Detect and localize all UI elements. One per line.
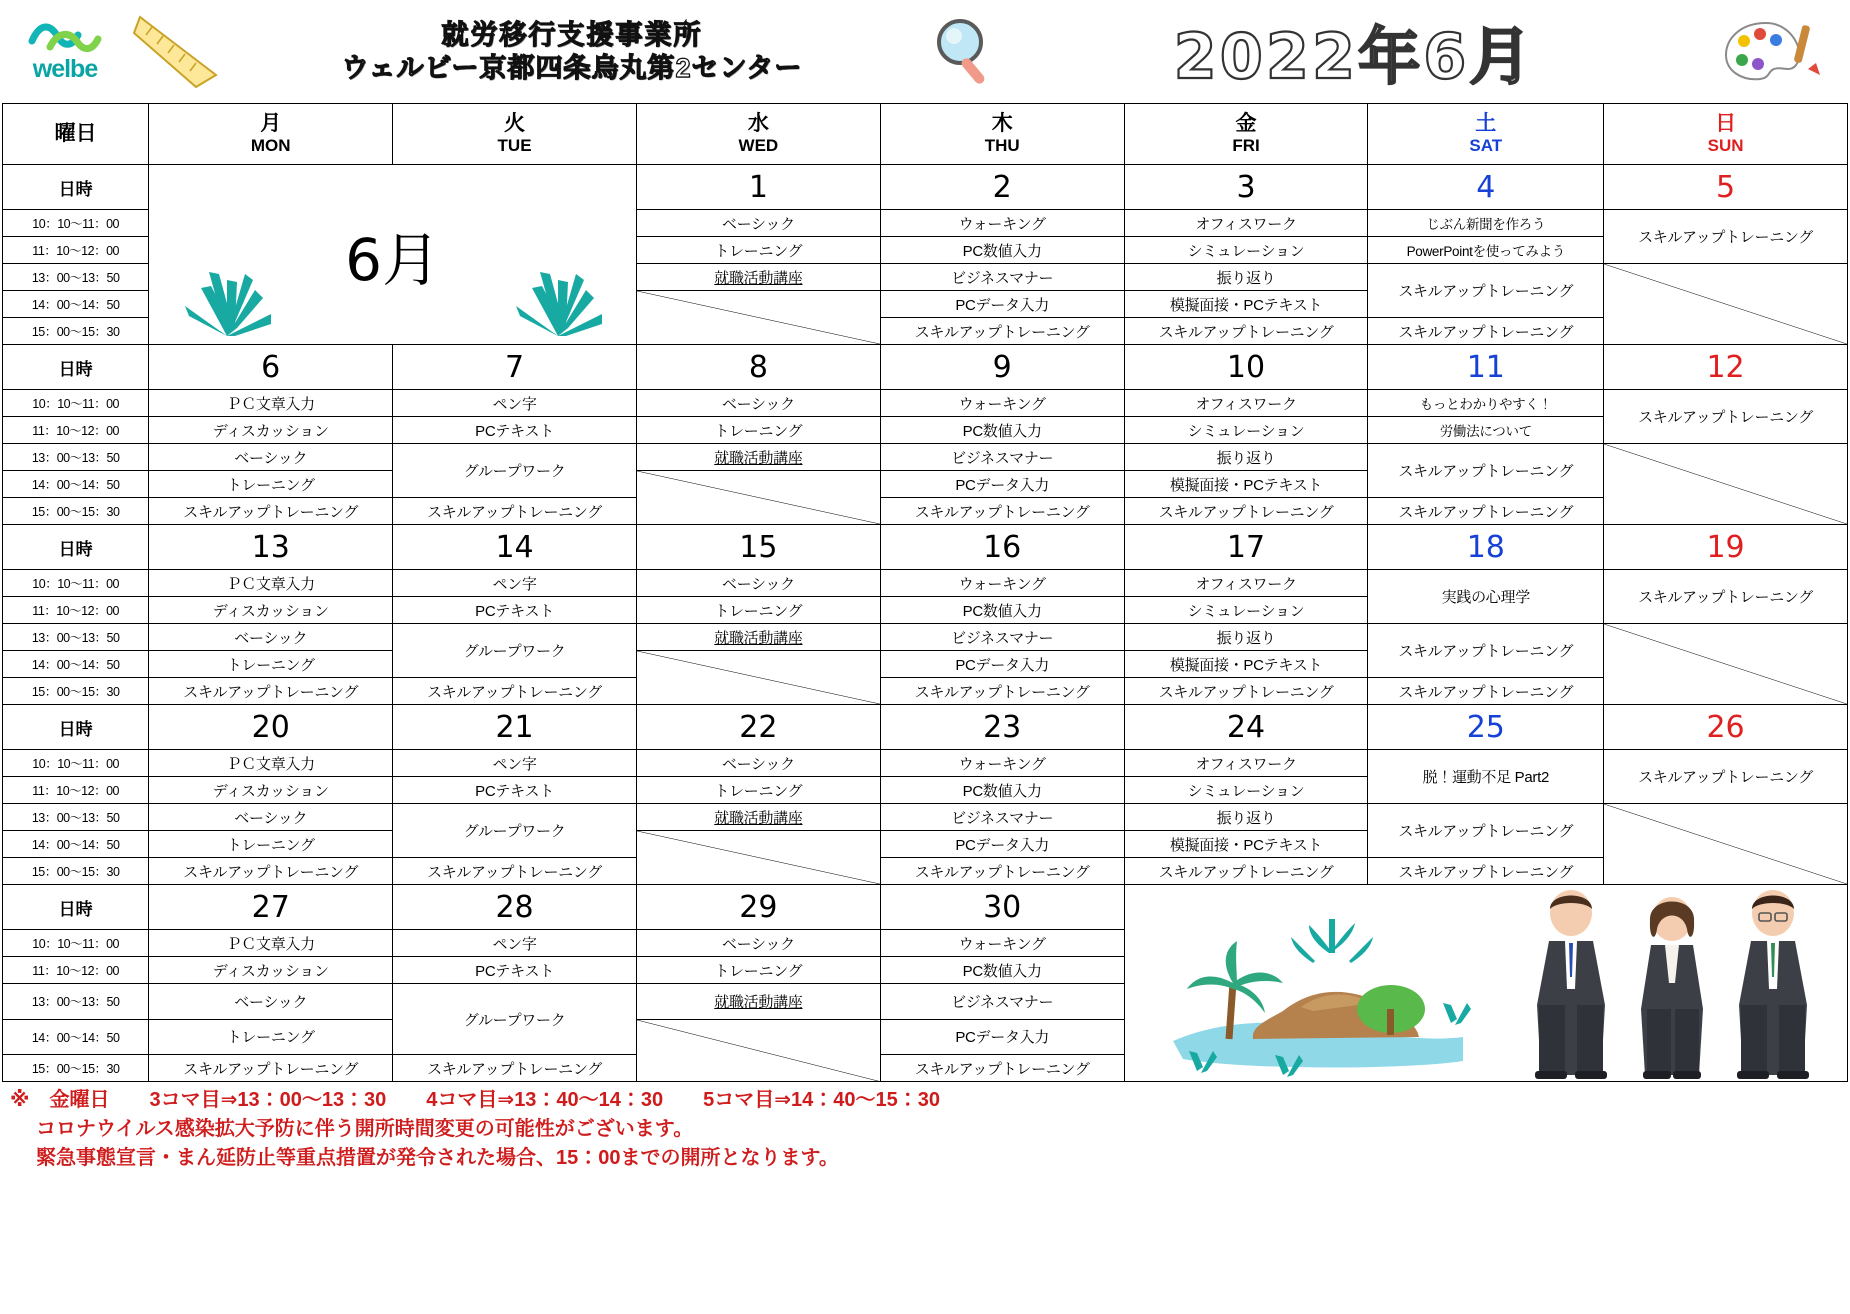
event-w4-tue-2: PCテキスト — [393, 777, 637, 804]
empty-w1-sun — [1604, 264, 1848, 345]
event-w1-fri-1: オフィスワーク — [1124, 210, 1368, 237]
note-2-text: コロナウイルス感染拡大予防に伴う開所時間変更の可能性がございます。 — [36, 1118, 694, 1140]
date-20: 20 — [149, 705, 393, 750]
note-1: ※ 金曜日 3コマ目⇒13：00～13：30 4コマ目⇒13：40～14：30 5コマ目⇒14：40～15：30 — [10, 1089, 941, 1111]
event-w1-sat-1: じぶん新聞を作ろう — [1368, 210, 1604, 237]
event-w2-mon-3: ベーシック — [149, 444, 393, 471]
note-3 — [10, 1144, 1850, 1173]
date-30: 30 — [880, 885, 1124, 930]
event-w1-fri-4: 模擬面接・PCテキスト — [1124, 291, 1368, 318]
event-w2-wed-1: ベーシック — [636, 390, 880, 417]
header-tue-en: TUE — [497, 136, 532, 156]
time-slot-1: 10：10～11：00 — [3, 750, 149, 777]
event-w2-sat-2: 労働法について — [1368, 417, 1604, 444]
time-slot-5: 15：00～15：30 — [3, 678, 149, 705]
event-w4-fri-1: オフィスワーク — [1124, 750, 1368, 777]
event-w4-tue-1: ペン字 — [393, 750, 637, 777]
june-label: 6月 — [345, 225, 441, 294]
week-4-date-row — [3, 705, 1848, 750]
time-slot-2: 11：10～12：00 — [3, 417, 149, 444]
week-2-date-row — [3, 345, 1848, 390]
event-w5-tue-2: PCテキスト — [393, 957, 637, 984]
event-w4-wed-2: トレーニング — [636, 777, 880, 804]
page-header — [0, 0, 1850, 103]
week-5-date-row — [3, 885, 1848, 930]
date-10: 10 — [1124, 345, 1368, 390]
event-w5-wed-1: ベーシック — [636, 930, 880, 957]
header-mon-jp: 月 — [260, 112, 282, 136]
event-w5-thu-2: PC数値入力 — [880, 957, 1124, 984]
event-w5-mon-3: ベーシック — [149, 984, 393, 1020]
event-w2-tue-2: PCテキスト — [393, 417, 637, 444]
week-4-slot-3 — [3, 804, 1848, 831]
header-sat-jp: 土 — [1475, 112, 1497, 136]
event-w3-wed-3: 就職活動講座 — [636, 624, 880, 651]
event-w3-wed-1: ベーシック — [636, 570, 880, 597]
time-slot-5: 15：00～15：30 — [3, 318, 149, 345]
event-w4-sat-3: スキルアップトレーニング — [1368, 804, 1604, 858]
header-sun-en: SUN — [1707, 136, 1744, 156]
header-sat-en: SAT — [1469, 136, 1503, 156]
event-w5-thu-3: ビジネスマナー — [880, 984, 1124, 1020]
time-slot-1: 10：10～11：00 — [3, 570, 149, 597]
header-fri — [1124, 104, 1368, 165]
note-3-text: 緊急事態宣言・まん延防止等重点措置が発令された場合、15：00までの開所となります。 — [36, 1147, 839, 1169]
date-4: 4 — [1368, 165, 1604, 210]
event-w5-mon-2: ディスカッション — [149, 957, 393, 984]
header-sat — [1368, 104, 1604, 165]
date-18: 18 — [1368, 525, 1604, 570]
row-label-2: 日時 — [3, 345, 149, 390]
magnifier-icon — [922, 16, 1008, 88]
table-header-row — [3, 104, 1848, 165]
event-w3-mon-2: ディスカッション — [149, 597, 393, 624]
date-12: 12 — [1604, 345, 1848, 390]
event-w4-sat-5: スキルアップトレーニング — [1368, 858, 1604, 885]
event-w5-thu-4: PCデータ入力 — [880, 1019, 1124, 1055]
event-w5-wed-2: トレーニング — [636, 957, 880, 984]
event-w1-thu-3: ビジネスマナー — [880, 264, 1124, 291]
empty-w5-wed — [636, 1019, 880, 1082]
event-w4-thu-1: ウォーキング — [880, 750, 1124, 777]
time-slot-3: 13：00～13：50 — [3, 984, 149, 1020]
event-w2-mon-1: ＰＣ文章入力 — [149, 390, 393, 417]
header-wed-jp: 水 — [747, 112, 769, 136]
date-8: 8 — [636, 345, 880, 390]
event-w1-sat-2: PowerPointを使ってみよう — [1368, 237, 1604, 264]
week-3-slot-3 — [3, 624, 1848, 651]
event-w1-thu-5: スキルアップトレーニング — [880, 318, 1124, 345]
empty-w1-wed — [636, 291, 880, 345]
header-weekday-label: 曜日 — [3, 104, 149, 165]
date-22: 22 — [636, 705, 880, 750]
date-3: 3 — [1124, 165, 1368, 210]
event-w3-sat-3: スキルアップトレーニング — [1368, 624, 1604, 678]
event-w3-fri-5: スキルアップトレーニング — [1124, 678, 1368, 705]
date-5: 5 — [1604, 165, 1848, 210]
empty-w4-wed — [636, 831, 880, 885]
event-w2-mon-4: トレーニング — [149, 471, 393, 498]
date-26: 26 — [1604, 705, 1848, 750]
empty-w3-wed — [636, 651, 880, 705]
event-w2-thu-2: PC数値入力 — [880, 417, 1124, 444]
event-w1-fri-3: 振り返り — [1124, 264, 1368, 291]
event-w3-thu-3: ビジネスマナー — [880, 624, 1124, 651]
row-label-5: 日時 — [3, 885, 149, 930]
date-23: 23 — [880, 705, 1124, 750]
time-slot-4: 14：00～14：50 — [3, 291, 149, 318]
date-13: 13 — [149, 525, 393, 570]
event-w3-thu-5: スキルアップトレーニング — [880, 678, 1124, 705]
event-w4-wed-3: 就職活動講座 — [636, 804, 880, 831]
event-w4-wed-1: ベーシック — [636, 750, 880, 777]
event-w5-tue-5: スキルアップトレーニング — [393, 1055, 637, 1082]
date-1: 1 — [636, 165, 880, 210]
island-illustration-icon — [1133, 891, 1493, 1081]
header-mon-en: MON — [250, 136, 291, 156]
date-9: 9 — [880, 345, 1124, 390]
header-mon — [149, 104, 393, 165]
event-w2-mon-2: ディスカッション — [149, 417, 393, 444]
title-line-1: 就労移行支援事業所 — [441, 19, 703, 50]
time-slot-2: 11：10～12：00 — [3, 237, 149, 264]
time-slot-4: 14：00～14：50 — [3, 471, 149, 498]
event-w2-mon-5: スキルアップトレーニング — [149, 498, 393, 525]
time-slot-2: 11：10～12：00 — [3, 597, 149, 624]
date-17: 17 — [1124, 525, 1368, 570]
time-slot-2: 11：10～12：00 — [3, 777, 149, 804]
date-16: 16 — [880, 525, 1124, 570]
header-thu-en: THU — [984, 136, 1020, 156]
event-w1-thu-2: PC数値入力 — [880, 237, 1124, 264]
event-w2-thu-1: ウォーキング — [880, 390, 1124, 417]
logo-wordmark: welbe — [32, 55, 98, 83]
date-19: 19 — [1604, 525, 1848, 570]
event-w4-mon-5: スキルアップトレーニング — [149, 858, 393, 885]
facility-title — [222, 19, 922, 85]
event-w3-sat-1: 実践の心理学 — [1368, 570, 1604, 624]
time-slot-5: 15：00～15：30 — [3, 858, 149, 885]
time-slot-3: 13：00～13：50 — [3, 444, 149, 471]
event-w2-fri-1: オフィスワーク — [1124, 390, 1368, 417]
time-slot-4: 14：00～14：50 — [3, 1019, 149, 1055]
event-w3-thu-2: PC数値入力 — [880, 597, 1124, 624]
event-w4-mon-4: トレーニング — [149, 831, 393, 858]
event-w3-mon-1: ＰＣ文章入力 — [149, 570, 393, 597]
event-w1-fri-5: スキルアップトレーニング — [1124, 318, 1368, 345]
event-w2-tue-3: グループワーク — [393, 444, 637, 498]
event-w2-sun-1: スキルアップトレーニング — [1604, 390, 1848, 444]
event-w1-thu-4: PCデータ入力 — [880, 291, 1124, 318]
date-29: 29 — [636, 885, 880, 930]
event-w4-fri-5: スキルアップトレーニング — [1124, 858, 1368, 885]
event-w1-sun-1: スキルアップトレーニング — [1604, 210, 1848, 264]
event-w5-thu-5: スキルアップトレーニング — [880, 1055, 1124, 1082]
event-w3-mon-5: スキルアップトレーニング — [149, 678, 393, 705]
date-25: 25 — [1368, 705, 1604, 750]
event-w1-fri-2: シミュレーション — [1124, 237, 1368, 264]
week-3-date-row — [3, 525, 1848, 570]
date-27: 27 — [149, 885, 393, 930]
header-wed — [636, 104, 880, 165]
event-w4-thu-3: ビジネスマナー — [880, 804, 1124, 831]
event-w4-thu-4: PCデータ入力 — [880, 831, 1124, 858]
event-w2-sat-1: もっとわかりやすく！ — [1368, 390, 1604, 417]
event-w2-fri-5: スキルアップトレーニング — [1124, 498, 1368, 525]
event-w2-fri-4: 模擬面接・PCテキスト — [1124, 471, 1368, 498]
event-w5-tue-3: グループワーク — [393, 984, 637, 1055]
time-slot-5: 15：00～15：30 — [3, 1055, 149, 1082]
date-14: 14 — [393, 525, 637, 570]
event-w4-fri-4: 模擬面接・PCテキスト — [1124, 831, 1368, 858]
schedule-table — [2, 103, 1848, 1082]
event-w4-fri-2: シミュレーション — [1124, 777, 1368, 804]
date-11: 11 — [1368, 345, 1604, 390]
event-w2-tue-1: ペン字 — [393, 390, 637, 417]
welbe-logo — [0, 21, 130, 82]
event-w4-thu-2: PC数値入力 — [880, 777, 1124, 804]
empty-w2-sun — [1604, 444, 1848, 525]
event-w1-wed-2: トレーニング — [636, 237, 880, 264]
event-w2-sat-5: スキルアップトレーニング — [1368, 498, 1604, 525]
event-w3-tue-1: ペン字 — [393, 570, 637, 597]
event-w4-sun-1: スキルアップトレーニング — [1604, 750, 1848, 804]
week-2-slot-5 — [3, 498, 1848, 525]
june-decorative-cell — [149, 165, 637, 345]
note-2 — [10, 1115, 1850, 1144]
footer-notes — [0, 1082, 1850, 1173]
header-thu-jp: 木 — [991, 112, 1013, 136]
event-w2-thu-5: スキルアップトレーニング — [880, 498, 1124, 525]
event-w2-thu-3: ビジネスマナー — [880, 444, 1124, 471]
header-fri-en: FRI — [1232, 136, 1260, 156]
header-sun — [1604, 104, 1848, 165]
event-w5-wed-3: 就職活動講座 — [636, 984, 880, 1020]
time-slot-4: 14：00～14：50 — [3, 651, 149, 678]
event-w4-tue-3: グループワーク — [393, 804, 637, 858]
event-w3-sun-1: スキルアップトレーニング — [1604, 570, 1848, 624]
event-w3-sat-5: スキルアップトレーニング — [1368, 678, 1604, 705]
event-w3-fri-4: 模擬面接・PCテキスト — [1124, 651, 1368, 678]
event-w3-tue-5: スキルアップトレーニング — [393, 678, 637, 705]
week-4-slot-1 — [3, 750, 1848, 777]
palette-icon — [1700, 17, 1850, 87]
header-wed-en: WED — [738, 136, 779, 156]
event-w2-fri-2: シミュレーション — [1124, 417, 1368, 444]
ruler-icon — [130, 13, 222, 91]
week-3-slot-5 — [3, 678, 1848, 705]
header-sun-jp: 日 — [1715, 112, 1737, 136]
plant-icon-right — [498, 258, 618, 338]
title-line-2: ウェルビー京都四条烏丸第2センター — [341, 52, 803, 83]
event-w3-thu-4: PCデータ入力 — [880, 651, 1124, 678]
week-2-slot-1 — [3, 390, 1848, 417]
event-w2-tue-5: スキルアップトレーニング — [393, 498, 637, 525]
event-w2-fri-3: 振り返り — [1124, 444, 1368, 471]
event-w3-tue-3: グループワーク — [393, 624, 637, 678]
event-w2-thu-4: PCデータ入力 — [880, 471, 1124, 498]
event-w5-tue-1: ペン字 — [393, 930, 637, 957]
wave-logo-icon — [28, 21, 102, 55]
empty-w2-wed — [636, 471, 880, 525]
time-slot-3: 13：00～13：50 — [3, 804, 149, 831]
event-w3-mon-4: トレーニング — [149, 651, 393, 678]
event-w3-tue-2: PCテキスト — [393, 597, 637, 624]
event-w1-wed-3: 就職活動講座 — [636, 264, 880, 291]
date-6: 6 — [149, 345, 393, 390]
date-7: 7 — [393, 345, 637, 390]
week-4-slot-5 — [3, 858, 1848, 885]
event-w3-thu-1: ウォーキング — [880, 570, 1124, 597]
empty-w3-sun — [1604, 624, 1848, 705]
event-w3-fri-1: オフィスワーク — [1124, 570, 1368, 597]
event-w1-thu-1: ウォーキング — [880, 210, 1124, 237]
week-1-date-row — [3, 165, 1848, 210]
time-slot-1: 10：10～11：00 — [3, 210, 149, 237]
week-3-slot-1 — [3, 570, 1848, 597]
plant-icon-left — [167, 258, 287, 338]
event-w5-mon-4: トレーニング — [149, 1019, 393, 1055]
row-label-3: 日時 — [3, 525, 149, 570]
time-slot-2: 11：10～12：00 — [3, 957, 149, 984]
date-24: 24 — [1124, 705, 1368, 750]
time-slot-3: 13：00～13：50 — [3, 264, 149, 291]
footer-illustrations — [1124, 885, 1847, 1082]
header-tue — [393, 104, 637, 165]
date-15: 15 — [636, 525, 880, 570]
event-w5-thu-1: ウォーキング — [880, 930, 1124, 957]
week-2-slot-2 — [3, 417, 1848, 444]
empty-w4-sun — [1604, 804, 1848, 885]
event-w4-thu-5: スキルアップトレーニング — [880, 858, 1124, 885]
time-slot-3: 13：00～13：50 — [3, 624, 149, 651]
event-w3-wed-2: トレーニング — [636, 597, 880, 624]
event-w3-fri-3: 振り返り — [1124, 624, 1368, 651]
event-w4-tue-5: スキルアップトレーニング — [393, 858, 637, 885]
event-w2-wed-3: 就職活動講座 — [636, 444, 880, 471]
header-tue-jp: 火 — [504, 112, 526, 136]
time-slot-1: 10：10～11：00 — [3, 390, 149, 417]
event-w4-sat-1: 脱！運動不足 Part2 — [1368, 750, 1604, 804]
event-w4-mon-3: ベーシック — [149, 804, 393, 831]
week-2-slot-3 — [3, 444, 1848, 471]
event-w1-sat-3: スキルアップトレーニング — [1368, 264, 1604, 318]
event-w1-wed-1: ベーシック — [636, 210, 880, 237]
event-w1-sat-5: スキルアップトレーニング — [1368, 318, 1604, 345]
header-fri-jp: 金 — [1235, 112, 1257, 136]
event-w4-fri-3: 振り返り — [1124, 804, 1368, 831]
event-w3-fri-2: シミュレーション — [1124, 597, 1368, 624]
date-2: 2 — [880, 165, 1124, 210]
header-thu — [880, 104, 1124, 165]
row-label-1: 日時 — [3, 165, 149, 210]
event-w4-mon-1: ＰＣ文章入力 — [149, 750, 393, 777]
event-w5-mon-1: ＰＣ文章入力 — [149, 930, 393, 957]
event-w2-wed-2: トレーニング — [636, 417, 880, 444]
month-heading: 2022年6月 — [1173, 20, 1535, 93]
time-slot-5: 15：00～15：30 — [3, 498, 149, 525]
event-w5-mon-5: スキルアップトレーニング — [149, 1055, 393, 1082]
time-slot-1: 10：10～11：00 — [3, 930, 149, 957]
event-w2-sat-3: スキルアップトレーニング — [1368, 444, 1604, 498]
time-slot-4: 14：00～14：50 — [3, 831, 149, 858]
event-w4-mon-2: ディスカッション — [149, 777, 393, 804]
date-28: 28 — [393, 885, 637, 930]
date-21: 21 — [393, 705, 637, 750]
event-w3-mon-3: ベーシック — [149, 624, 393, 651]
business-people-illustration-icon — [1509, 885, 1839, 1081]
row-label-4: 日時 — [3, 705, 149, 750]
